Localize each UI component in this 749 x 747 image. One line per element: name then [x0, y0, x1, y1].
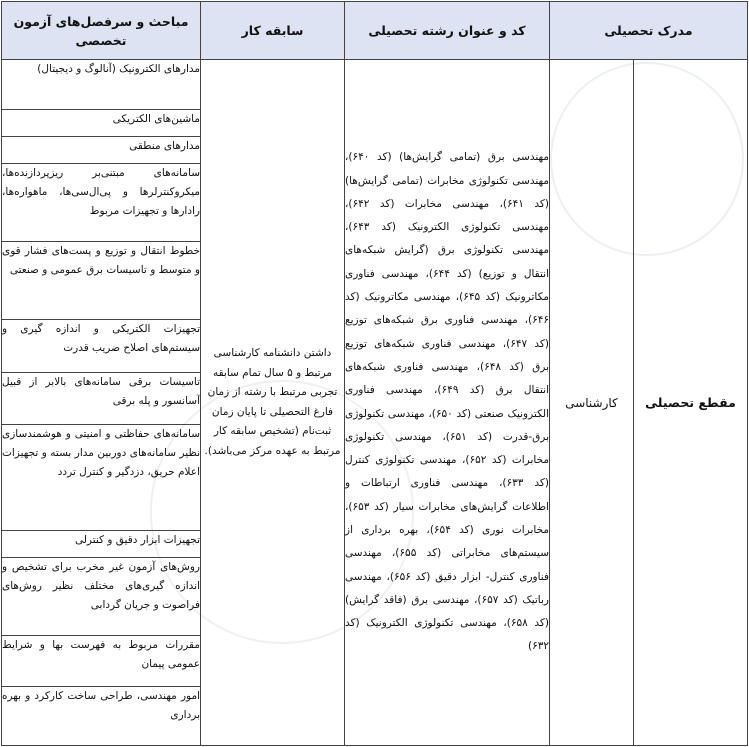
experience-cell: داشتن دانشنامه کارشناسی مرتبط و ۵ سال تمام سابقه تجربی مرتبط با رشته از زمان فارغ التحصیلی تا پایان زمان ثبت‌نام (تشخیص سابقه کار مرتبط به عهده مرکز می‌باشد).	[201, 60, 345, 746]
topic-item: مدارهای الکترونیک (آنالوگ و دیجیتال)	[2, 60, 201, 110]
topic-item: سامانه‌های مبتنی‌بر ریزپردازنده‌ها، میکروکنترلرها و پی‌ال‌سی‌ها، ماهواره‌ها، رادارها و تجهیزات مربوط	[2, 164, 201, 242]
topic-item: مقررات مربوط به فهرست بها و شرایط عمومی پیمان	[2, 636, 201, 687]
topic-item: تجهیزات الکتریکی و اندازه گیری و سیستم‌های اصلاح ضریب قدرت	[2, 320, 201, 373]
requirements-table	[1, 1, 748, 746]
header-row	[2, 2, 748, 60]
level-cell: مقطع تحصیلی	[634, 60, 748, 746]
topic-item: خطوط انتقال و توزیع و پست‌های فشار قوی و متوسط و تاسیسات برق عمومی و صنعتی	[2, 242, 201, 320]
degree-cell: کارشناسی	[550, 60, 634, 746]
header-topics: مباحث و سرفصل‌های آزمون تخصصی	[2, 2, 201, 60]
fields-cell: مهندسی برق (تمامی گرایش‌ها) (کد ۶۴۰)، مهندسی تکنولوژی مخابرات (تمامی گرایش‌ها) (کد ۶۴۱)، مهندسی مخابرات (کد ۶۴۲)، مهندسی تکنولوژی الکترونیک (کد ۶۴۳)، مهندسی تکنولوژی برق (گرایش شبکه‌های انتقال و توزیع) (کد ۶۴۴)، مهندسی فناوری مکاترونیک (کد ۶۴۵)، مهندسی مکاترونیک (کد ۶۴۶)، مهندسی فناوری برق شبکه‌های توزیع (کد ۶۴۷)، مهندسی فناوری شبکه‌های توزیع برق (کد ۶۴۸)، مهندسی فناوری شبکه‌های انتقال برق (کد ۶۴۹)، مهندسی فناوری الکترونیک صنعتی (کد ۶۵۰)، مهندسی تکنولوژی برق-قدرت (کد ۶۵۱)، مهندسی تکنولوژی مخابرات (کد ۶۵۲)، مهندسی تکنولوژی کنترل (کد ۶۳۳)، مهندسی فناوری ارتباطات و اطلاعات گرایش‌های مخابرات سیار (کد ۶۵۳)، مخابرات نوری (کد ۶۵۴)، بهره برداری از سیستم‌های مخابراتی (کد ۶۵۵)، مهندسی فناوری کنترل- ابزار دقیق (کد ۶۵۶)، مهندسی رباتیک (کد ۶۵۷)، مهندسی برق (فاقد گرایش) (کد ۶۵۸)، مهندسی تکنولوژی الکترونیک (کد ۶۳۲)	[345, 60, 550, 746]
topic-item: تاسیسات برقی سامانه‌های بالابر از قبیل آسانسور و پله برقی	[2, 373, 201, 425]
topic-item: امور مهندسی، طراحی ساخت کارکرد و بهره برداری	[2, 687, 201, 746]
topic-item: سامانه‌های حفاظتی و امنیتی و هوشمندسازی نظیر سامانه‌های دوربین مدار بسته و تجهیزات اعلام حریق، دزدگیر و کنترل تردد	[2, 425, 201, 531]
header-degree: مدرک تحصیلی	[550, 2, 748, 60]
header-fields: کد و عنوان رشته تحصیلی	[345, 2, 550, 60]
topic-item: ماشین‌های الکتریکی	[2, 110, 201, 137]
topic-item: روش‌های آزمون غیر مخرب برای تشخیص و اندازه گیری‌های مختلف نظیر روش‌های فراصوت و جریان گردابی	[2, 558, 201, 636]
header-experience: سابقه کار	[201, 2, 345, 60]
topic-item: مدارهای منطقی	[2, 137, 201, 164]
data-row-start	[2, 60, 748, 110]
topic-item: تجهیزات ابزار دقیق و کنترلی	[2, 531, 201, 558]
